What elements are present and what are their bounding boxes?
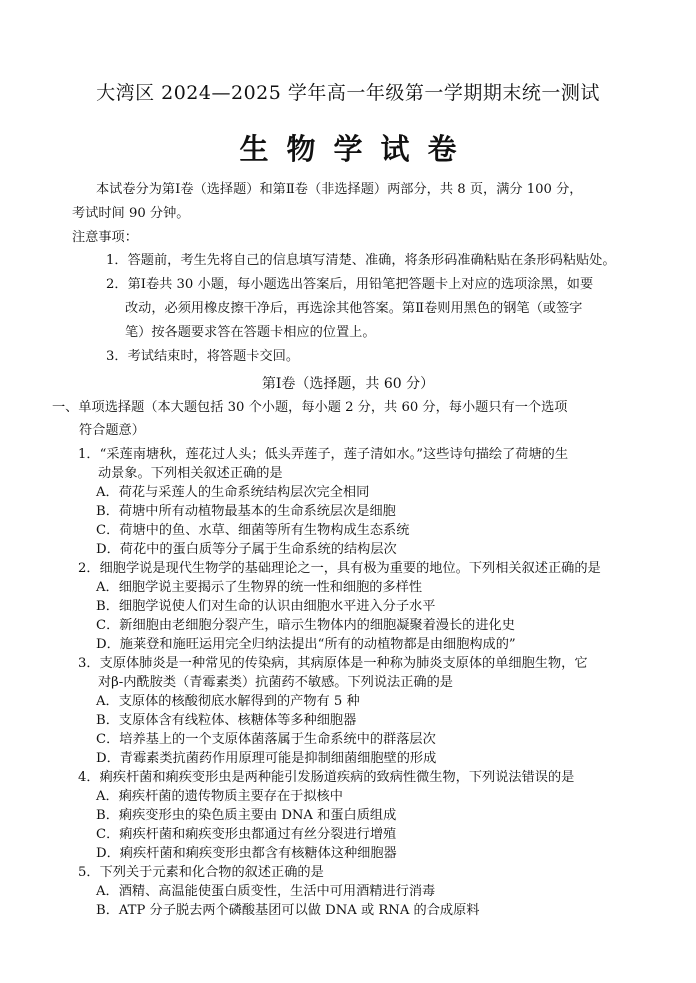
question-4-option-b: B．痢疾变形虫的染色质主要由 DNA 和蛋白质组成: [96, 808, 397, 823]
exam-title: 大湾区 2024—2025 学年高一年级第一学期期末统一测试: [96, 82, 600, 104]
question-2-stem: 2．细胞学说是现代生物学的基础理论之一，具有极为重要的地位。下列相关叙述正确的是: [78, 561, 601, 576]
question-3-option-c: C．培养基上的一个支原体菌落属于生命系统中的群落层次: [96, 732, 436, 747]
question-5-option-b: B．ATP 分子脱去两个磷酸基团可以做 DNA 或 RNA 的合成原料: [96, 903, 480, 918]
question-1-option-c: C．荷塘中的鱼、水草、细菌等所有生物构成生态系统: [96, 523, 410, 538]
section-instructions: 一、单项选择题（本大题包括 30 个小题，每小题 2 分，共 60 分，每小题只有一个选项: [52, 400, 568, 415]
question-1-stem-cont: 动景象。下列相关叙述正确的是: [98, 466, 283, 481]
question-4-option-c: C．痢疾杆菌和痢疾变形虫都通过有丝分裂进行增殖: [96, 827, 397, 842]
question-4-stem: 4．痢疾杆菌和痢疾变形虫是两种能引发肠道疾病的致病性微生物，下列说法错误的是: [78, 770, 575, 785]
question-3-option-d: D．青霉素类抗菌药作用原理可能是抑制细菌细胞壁的形成: [96, 751, 437, 766]
notice-item-2-cont: 改动，必须用橡皮擦干净后，再选涂其他答案。第Ⅱ卷则用黑色的钢笔（或签字: [125, 301, 583, 316]
notice-item-2: 2．第Ⅰ卷共 30 小题，每小题选出答案后，用铅笔把答题卡上对应的选项涂黑，如要: [106, 277, 594, 292]
question-3-option-b: B．支原体含有线粒体、核糖体等多种细胞器: [96, 713, 357, 728]
notice-heading: 注意事项：: [72, 230, 138, 245]
question-3-stem: 3．支原体肺炎是一种常见的传染病，其病原体是一种称为肺炎支原体的单细胞生物，它: [78, 656, 588, 671]
question-1-stem: 1．“采莲南塘秋，莲花过人头；低头弄莲子，莲子清如水。”这些诗句描绘了荷塘的生: [78, 447, 569, 462]
notice-item-3: 3．考试结束时，将答题卡交回。: [106, 349, 300, 364]
question-1-option-b: B．荷塘中所有动植物最基本的生命系统层次是细胞: [96, 504, 396, 519]
question-2-option-a: A．细胞学说主要揭示了生物界的统一性和细胞的多样性: [96, 580, 423, 595]
question-5-option-a: A．酒精、高温能使蛋白质变性，生活中可用酒精进行消毒: [96, 884, 436, 899]
question-1-option-a: A．荷花与采莲人的生命系统结构层次完全相同: [96, 485, 370, 500]
question-2-option-c: C．新细胞由老细胞分裂产生，暗示生物体内的细胞凝聚着漫长的进化史: [96, 618, 515, 633]
intro-line-2: 考试时间 90 分钟。: [72, 206, 190, 221]
question-2-option-d: D．施莱登和施旺运用完全归纳法提出“所有的动植物都是由细胞构成的”: [96, 637, 516, 652]
question-3-stem-cont: 对β-内酰胺类（青霉素类）抗菌药不敏感。下列说法正确的是: [98, 675, 453, 690]
section-instructions-cont: 符合题意）: [79, 423, 145, 438]
question-3-option-a: A．支原体的核酸彻底水解得到的产物有 5 种: [96, 694, 360, 709]
question-4-option-a: A．痢疾杆菌的遗传物质主要存在于拟核中: [96, 789, 343, 804]
question-2-option-b: B．细胞学说使人们对生命的认识由细胞水平进入分子水平: [96, 599, 436, 614]
question-4-option-d: D．痢疾杆菌和痢疾变形虫都含有核糖体这种细胞器: [96, 846, 397, 861]
question-1-option-d: D．荷花中的蛋白质等分子属于生命系统的结构层次: [96, 542, 397, 557]
question-5-stem: 5．下列关于元素和化合物的叙述正确的是: [78, 865, 324, 880]
notice-item-2-cont2: 笔）按各题要求答在答题卡相应的位置上。: [125, 325, 376, 340]
intro-line-1: 本试卷分为第Ⅰ卷（选择题）和第Ⅱ卷（非选择题）两部分，共 8 页，满分 100 分，: [96, 182, 583, 197]
section-heading: 第Ⅰ卷（选择题，共 60 分）: [261, 376, 435, 392]
subject-title: 生物学试卷: [239, 132, 475, 166]
notice-item-1: 1．答题前，考生先将自己的信息填写清楚、准确，将条形码准确粘贴在条形码粘贴处。: [106, 253, 616, 268]
